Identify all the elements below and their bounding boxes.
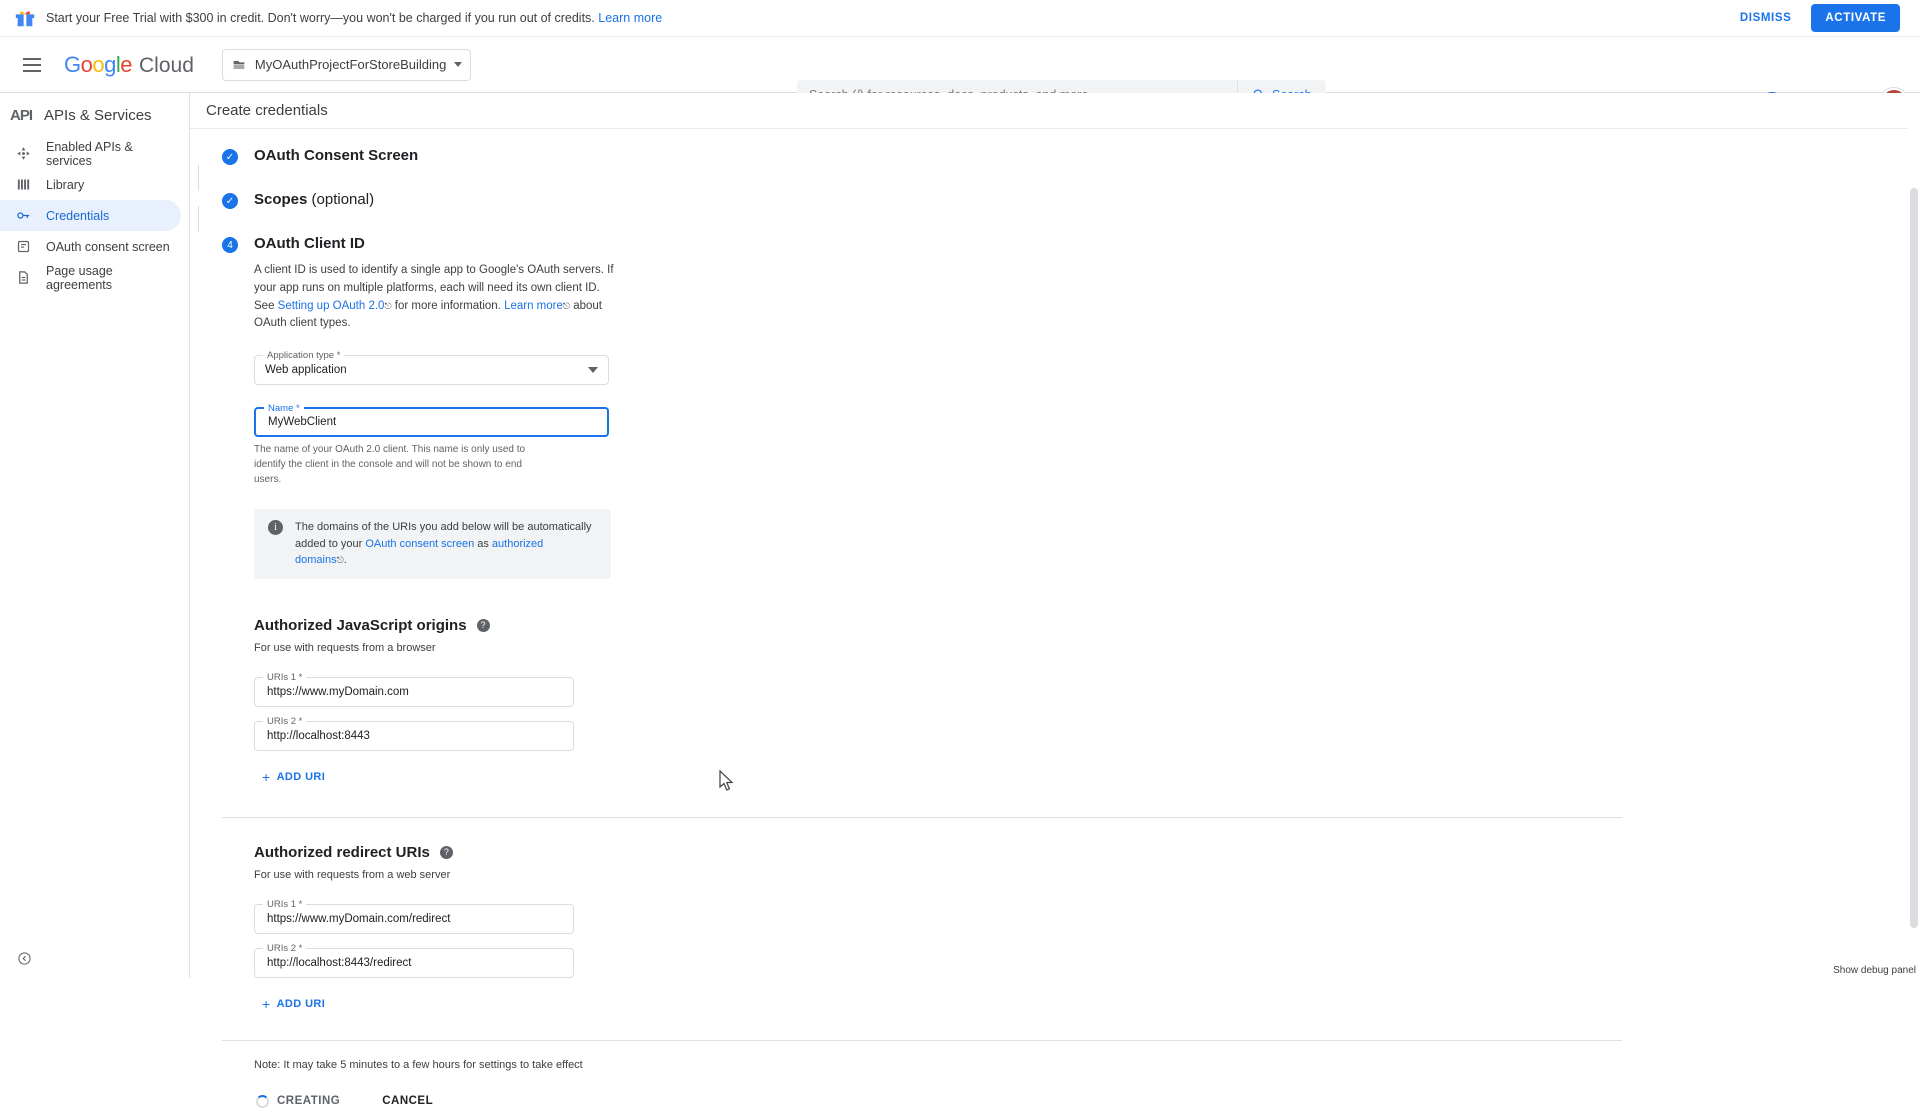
form-actions bbox=[246, 1088, 1920, 1115]
sidebar-item-label: Credentials bbox=[46, 208, 110, 223]
desc-part-2: for more information. bbox=[391, 299, 505, 312]
add-redirect-uri-label: ADD URI bbox=[276, 997, 326, 1010]
gift-icon bbox=[14, 7, 36, 29]
help-icon[interactable]: ? bbox=[440, 846, 453, 859]
consent-icon bbox=[14, 238, 32, 256]
step-oauth-client-id[interactable] bbox=[222, 235, 1920, 253]
vertical-scrollbar[interactable] bbox=[1908, 93, 1920, 978]
desc-part-1: A client ID is used to identify a single app to Google's OAuth servers. If your app runs on multiple platforms, each will need its own client ID. See bbox=[254, 264, 614, 312]
add-js-origin-uri-button[interactable] bbox=[253, 763, 334, 791]
external-link-icon: ⎋ bbox=[384, 300, 392, 311]
free-trial-banner bbox=[0, 0, 1920, 37]
help-icon[interactable]: ? bbox=[477, 619, 490, 632]
domains-info-text bbox=[295, 519, 597, 569]
sidebar-item-credentials[interactable] bbox=[0, 200, 181, 231]
domains-info-banner bbox=[254, 509, 611, 579]
agreement-icon bbox=[14, 269, 32, 287]
project-selector[interactable] bbox=[222, 49, 471, 81]
sidebar-item-label: Library bbox=[46, 177, 85, 192]
redirect-uri-1-label: URIs 1 * bbox=[263, 899, 306, 910]
sidebar-item-oauth-consent-screen[interactable] bbox=[0, 231, 181, 262]
dismiss-button[interactable]: DISMISS bbox=[1730, 5, 1802, 31]
redirect-uri-2-label: URIs 2 * bbox=[263, 943, 306, 954]
sidebar-item-enabled-apis[interactable] bbox=[0, 138, 181, 169]
cancel-button[interactable]: CANCEL bbox=[372, 1088, 443, 1114]
settings-delay-note: Note: It may take 5 minutes to a few hours for settings to take effect bbox=[254, 1058, 583, 1071]
redirect-uris-subtitle: For use with requests from a web server bbox=[254, 868, 451, 881]
application-type-value: Web application bbox=[265, 364, 347, 377]
chevron-down-icon bbox=[454, 62, 462, 67]
redirect-uri-2-input[interactable] bbox=[265, 956, 563, 970]
step-current-number: 4 bbox=[222, 237, 238, 253]
add-redirect-uri-button[interactable] bbox=[253, 990, 334, 1018]
redirect-uris-title-text: Authorized redirect URIs bbox=[254, 843, 430, 861]
plus-icon: + bbox=[262, 768, 271, 785]
plus-icon: + bbox=[262, 995, 271, 1012]
step-scopes[interactable] bbox=[222, 191, 1920, 209]
learn-more-link[interactable]: Learn more bbox=[504, 299, 563, 312]
google-wordmark: Google bbox=[64, 51, 133, 77]
step-label: OAuth Client ID bbox=[254, 235, 365, 252]
dashboard-icon bbox=[14, 145, 32, 163]
setting-up-oauth-link[interactable]: Setting up OAuth 2.0 bbox=[277, 299, 385, 312]
sidebar-item-label: Page usage agreements bbox=[46, 263, 113, 292]
step-label bbox=[254, 191, 374, 208]
activate-button[interactable]: ACTIVATE bbox=[1811, 4, 1900, 32]
info-icon: i bbox=[268, 520, 283, 535]
js-origin-uri-2-field[interactable] bbox=[254, 715, 574, 751]
js-origin-uri-1-field[interactable] bbox=[254, 671, 574, 707]
promo-message: Start your Free Trial with $300 in credit. Don't worry—you won't be charged if you run out of credits. bbox=[46, 11, 595, 25]
creating-label: CREATING bbox=[277, 1095, 341, 1108]
js-origins-title-text: Authorized JavaScript origins bbox=[254, 616, 467, 634]
sidebar-item-page-usage-agreements[interactable] bbox=[0, 262, 181, 293]
create-credentials-stepper bbox=[190, 129, 1920, 1115]
sidebar-title: APIs & Services bbox=[44, 107, 152, 124]
sidebar-item-label: OAuth consent screen bbox=[46, 239, 170, 254]
js-origin-uri-1-input[interactable] bbox=[265, 685, 563, 699]
client-name-input[interactable] bbox=[266, 415, 597, 429]
library-icon bbox=[14, 176, 32, 194]
key-icon bbox=[14, 207, 32, 225]
info-part-2: as bbox=[474, 537, 492, 550]
scrollbar-thumb[interactable] bbox=[1910, 188, 1918, 928]
redirect-uri-1-input[interactable] bbox=[265, 912, 563, 926]
sidebar-item-library[interactable] bbox=[0, 169, 181, 200]
js-origins-subtitle: For use with requests from a browser bbox=[254, 641, 436, 654]
collapse-sidebar-icon[interactable] bbox=[14, 948, 34, 968]
client-name-helper-text: The name of your OAuth 2.0 client. This name is only used to identify the client in the console and will not be shown to end users. bbox=[254, 444, 526, 486]
cloud-wordmark: Cloud bbox=[139, 53, 194, 77]
oauth-consent-screen-link[interactable]: OAuth consent screen bbox=[365, 537, 475, 550]
redirect-uri-1-field[interactable] bbox=[254, 898, 574, 934]
section-divider bbox=[222, 1040, 1622, 1041]
js-origin-uri-1-label: URIs 1 * bbox=[263, 672, 306, 683]
chevron-down-icon bbox=[588, 367, 598, 373]
sidebar bbox=[0, 93, 190, 978]
step-label-text: Scopes bbox=[254, 191, 308, 208]
sidebar-item-label: Enabled APIs & services bbox=[46, 139, 133, 168]
application-type-select[interactable] bbox=[254, 350, 609, 385]
main-content bbox=[190, 93, 1920, 1108]
promo-learn-more-link[interactable]: Learn more bbox=[598, 11, 663, 25]
show-debug-panel-link[interactable]: Show debug panel bbox=[1833, 965, 1916, 976]
client-name-field[interactable] bbox=[254, 403, 609, 437]
info-part-1: The domains of the URIs you add below will be automatically added to your bbox=[295, 521, 592, 550]
client-name-label: Name * bbox=[264, 403, 304, 414]
redirect-uri-2-field[interactable] bbox=[254, 942, 574, 978]
external-link-icon: ⎋ bbox=[336, 555, 344, 566]
redirect-uris-section-title bbox=[254, 844, 1920, 861]
oauth-client-id-form bbox=[254, 262, 1920, 1115]
desc-part-3: about OAuth client types. bbox=[254, 299, 602, 330]
external-link-icon: ⎋ bbox=[562, 300, 570, 311]
promo-text bbox=[46, 11, 662, 25]
step-connector bbox=[198, 206, 199, 232]
add-js-origin-uri-label: ADD URI bbox=[276, 770, 326, 783]
step-complete-icon: ✓ bbox=[222, 149, 238, 165]
sidebar-header bbox=[0, 93, 189, 138]
page-title: Create credentials bbox=[190, 93, 1920, 129]
step-label: OAuth Consent Screen bbox=[254, 147, 419, 164]
navigation-menu-icon[interactable] bbox=[12, 45, 52, 85]
js-origin-uri-2-input[interactable] bbox=[265, 729, 563, 743]
client-id-description bbox=[254, 262, 614, 333]
loading-spinner-icon bbox=[256, 1095, 269, 1108]
project-icon bbox=[231, 57, 247, 73]
step-connector bbox=[198, 165, 199, 191]
application-type-label: Application type * bbox=[263, 350, 344, 361]
google-cloud-logo[interactable] bbox=[64, 52, 194, 78]
project-name: MyOAuthProjectForStoreBuilding bbox=[254, 57, 447, 72]
info-part-3: . bbox=[343, 554, 347, 567]
step-oauth-consent-screen[interactable] bbox=[222, 147, 1920, 165]
js-origins-section-title bbox=[254, 617, 1920, 634]
step-label-optional: (optional) bbox=[307, 191, 375, 208]
app-header bbox=[0, 37, 1920, 93]
step-complete-icon: ✓ bbox=[222, 193, 238, 209]
promo-actions bbox=[1730, 4, 1906, 32]
creating-button bbox=[246, 1088, 350, 1115]
authorized-domains-link[interactable]: authorized domains bbox=[295, 537, 544, 567]
js-origin-uri-2-label: URIs 2 * bbox=[263, 716, 306, 727]
api-product-icon: API bbox=[10, 107, 33, 124]
section-divider bbox=[222, 817, 1622, 818]
